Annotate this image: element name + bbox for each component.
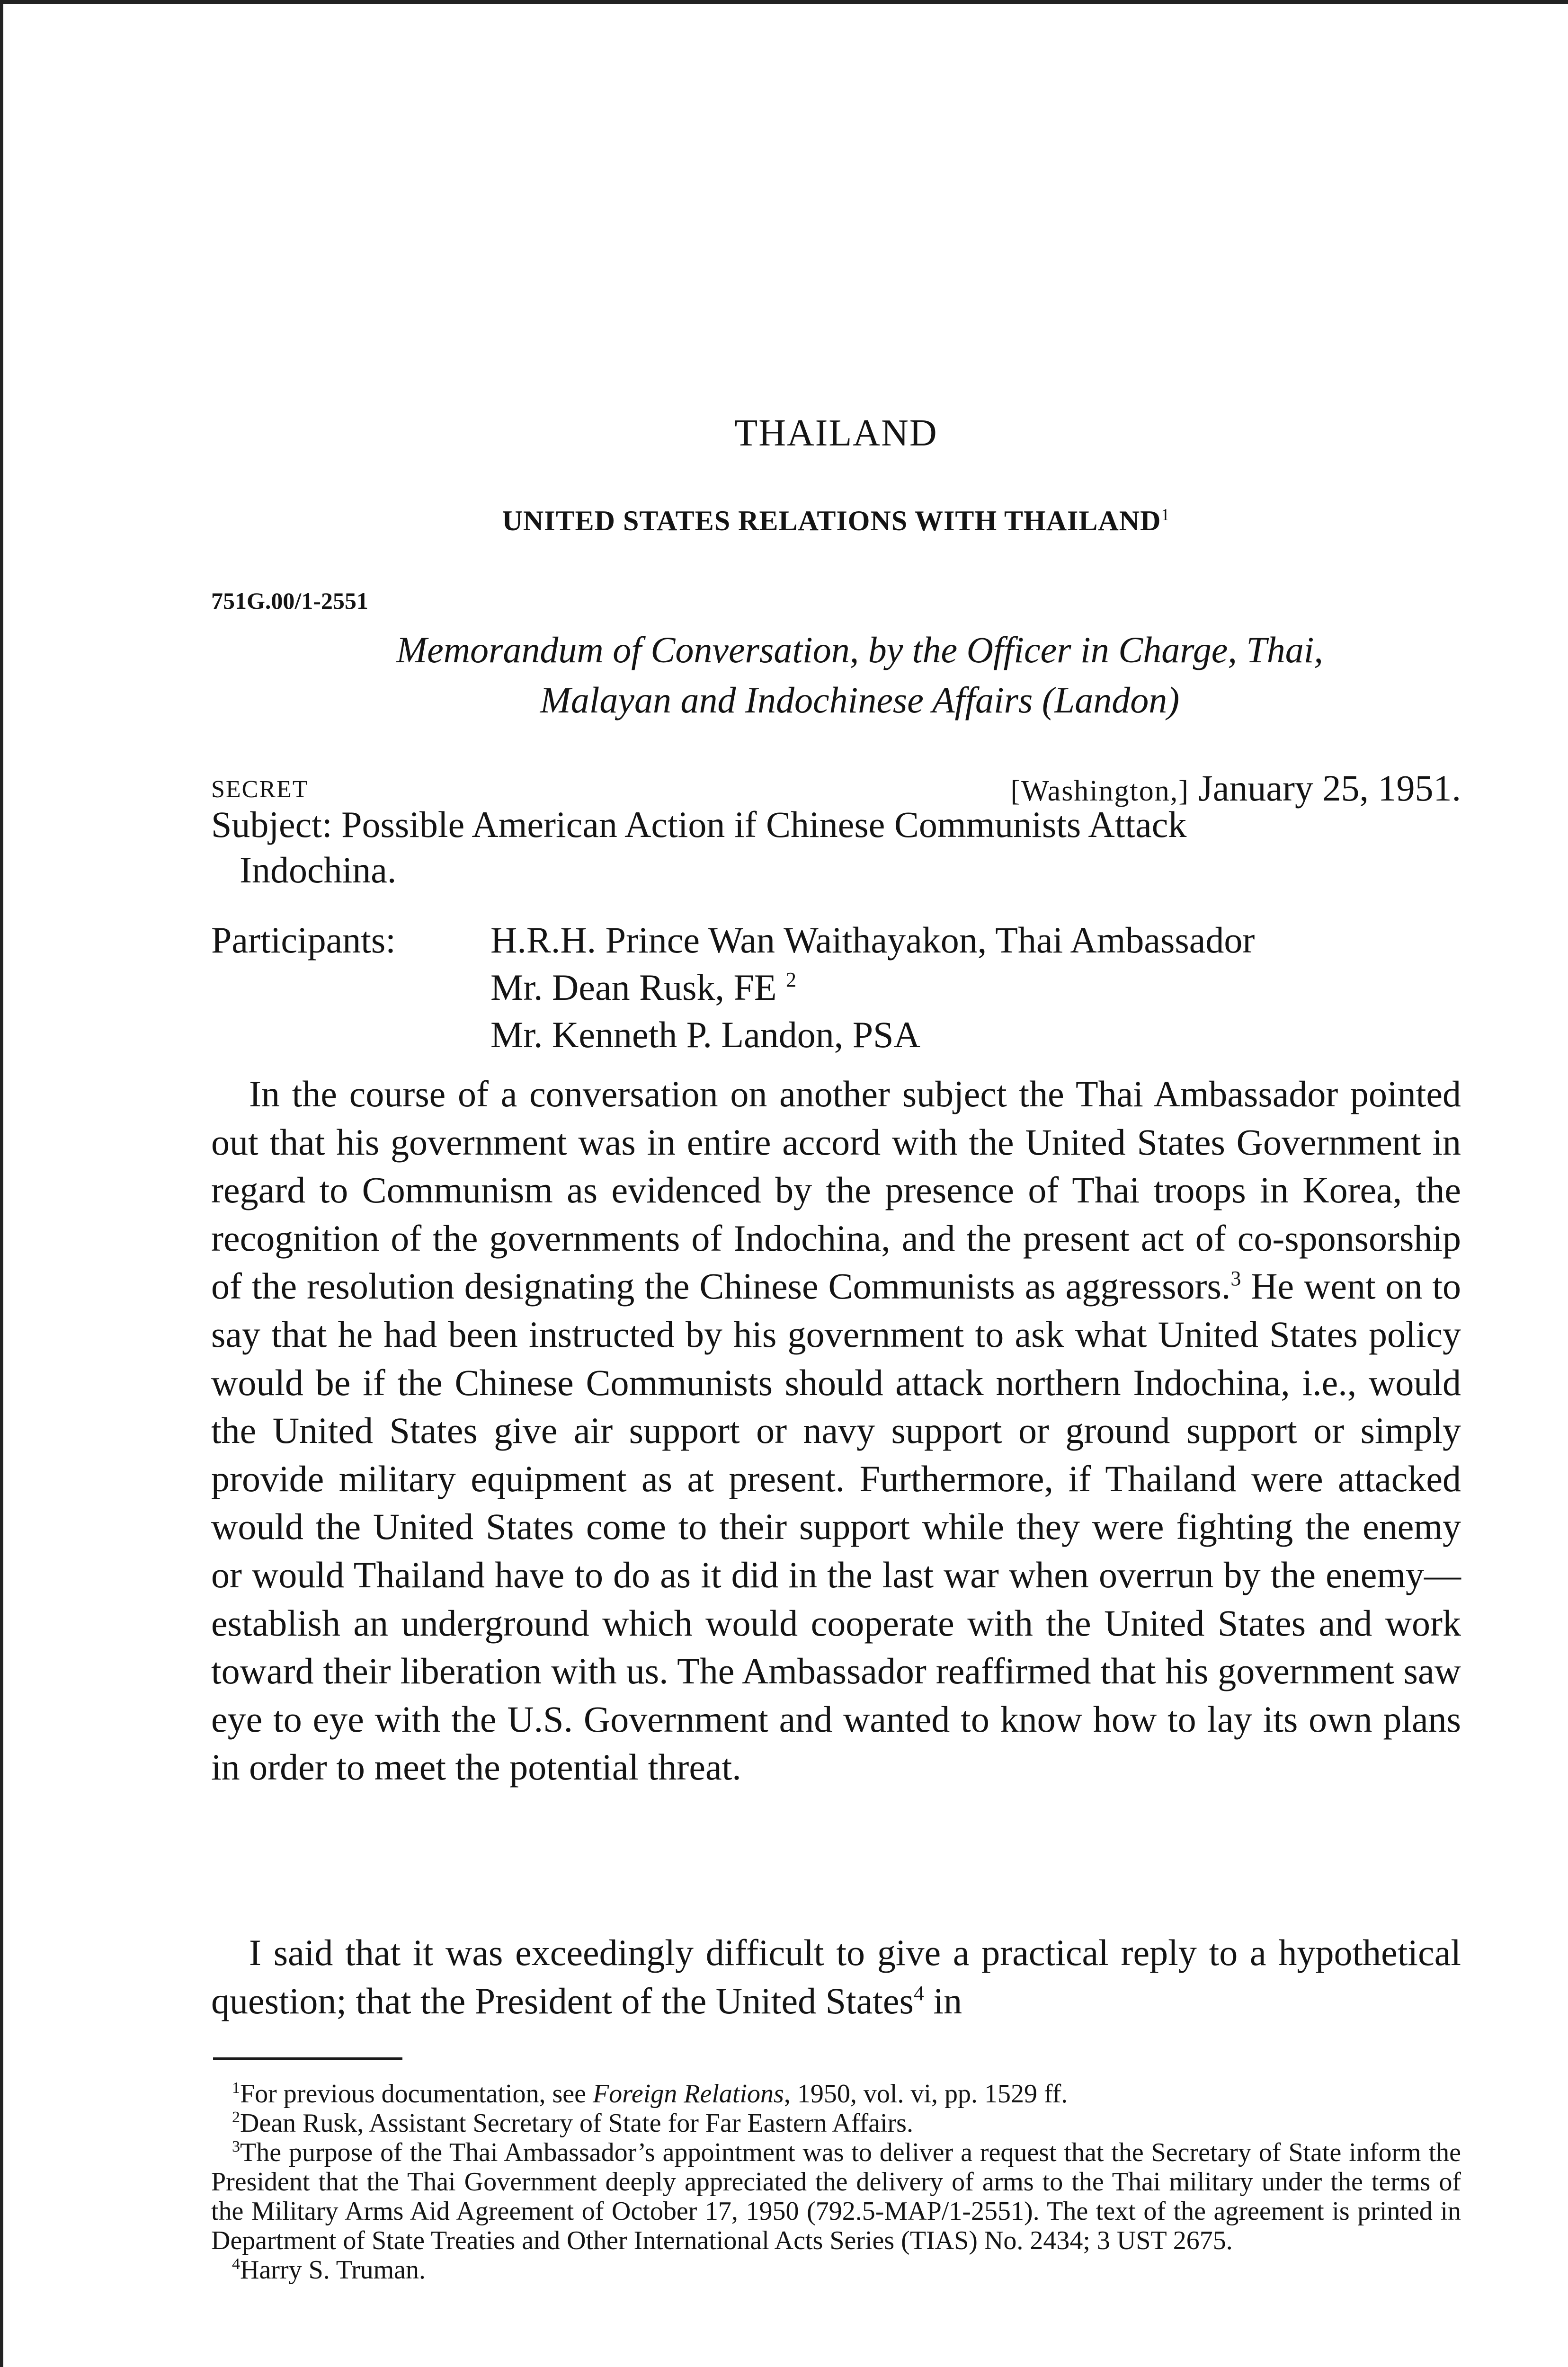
footnote-1-number: 1: [232, 2079, 240, 2097]
participant-2-name: Mr. Dean Rusk, FE: [490, 967, 777, 1008]
subject-line-1: Possible American Action if Chinese Communists Attack: [341, 804, 1187, 845]
subject-line-2: Indochina.: [240, 849, 397, 890]
memo-title-line-1: Memorandum of Conversation, by the Officer in Charge, Thai,: [396, 629, 1323, 670]
memo-title-line-2-c: ): [1167, 679, 1180, 721]
section-heading-footnote-ref: 1: [1161, 505, 1170, 524]
participant-2-footnote-ref: 2: [786, 968, 796, 991]
dateline-place: [Washington,]: [1010, 775, 1189, 807]
country-heading: THAILAND: [734, 412, 938, 454]
subject-row: [211, 801, 1186, 848]
footnote-2: [211, 2109, 1461, 2138]
footnotes: [211, 2079, 1461, 2285]
section-heading: [211, 505, 1461, 537]
paragraph-2-b: in: [924, 1980, 962, 2021]
paragraph-1-footnote-ref: 3: [1230, 1267, 1241, 1290]
footnote-4-number: 4: [232, 2255, 240, 2273]
footnote-1-text-a: For previous documentation, see: [240, 2079, 593, 2109]
footnote-2-text: Dean Rusk, Assistant Secretary of State for Far Eastern Affairs.: [240, 2109, 913, 2138]
footnote-1: [211, 2079, 1461, 2109]
memo-title: [258, 625, 1461, 725]
scan-edge-top: [0, 0, 1568, 4]
classification-label: SECRET: [211, 776, 309, 803]
file-number: 751G.00/1-2551: [211, 587, 368, 614]
paragraph-2: [211, 1929, 1461, 2025]
participant-3: Mr. Kenneth P. Landon, PSA: [490, 1014, 920, 1055]
memo-title-line-2-a: Malayan and Indochinese Affairs (: [540, 679, 1054, 721]
memo-title-author: Landon: [1054, 679, 1167, 721]
paragraph-2-footnote-ref: 4: [913, 1981, 924, 2005]
paragraph-1-b: He went on to say that he had been instructed by his government to ask what United States policy would be if the Chinese Communists should attack northern Indochina, i.e., would the United States give air support or navy support or ground support or simply provide military equipment as at present. Furthermore, if Thailand were attacked would the United States come to their support while they were fighting the enemy or would Thailand have to do as it did in the last war when overrun by the enemy—establish an underground which would cooperate with the United States and work toward their liberation with us. The Ambassador reaffirmed that his government saw eye to eye with the U.S. Government and wanted to know how to lay its own plans in order to meet the potential threat.: [211, 1265, 1461, 1788]
footnote-4: [211, 2255, 1461, 2285]
footnote-4-text: Harry S. Truman.: [240, 2255, 426, 2285]
section-heading-text: UNITED STATES RELATIONS WITH THAILAND: [502, 505, 1161, 536]
paragraph-2-a: I said that it was exceedingly difficult to give a practical reply to a hypothetical question; that the President of the United States: [211, 1932, 1461, 2021]
participant-2: [490, 964, 796, 1011]
footnote-3-number: 3: [232, 2138, 240, 2155]
footnote-divider: [213, 2057, 402, 2060]
subject-label: Subject:: [211, 804, 332, 845]
footnote-3-text: The purpose of the Thai Ambassador’s appointment was to deliver a request that the Secretary of State inform the President that the Thai Government deeply appreciated the delivery of arms to the Thai military under the terms of the Military Arms Aid Agreement of October 17, 1950 (792.5-MAP/1-2551). The text of the agreement is printed in Department of State Treaties and Other International Acts Series (TIAS) No. 2434; 3 UST 2675.: [211, 2138, 1461, 2255]
memo-title-line-2: [258, 675, 1461, 725]
footnote-3: [211, 2138, 1461, 2255]
footnote-1-text-b: , 1950, vol. vi, pp. 1529 ff.: [784, 2079, 1068, 2109]
participant-1: H.R.H. Prince Wan Waithayakon, Thai Ambassador: [490, 919, 1255, 961]
paragraph-1-a: In the course of a conversation on another subject the Thai Ambassador pointed out that his government was in entire accord with the United States Government in regard to Communism as evidenced by the presence of Thai troops in Korea, the recognition of the governments of Indochina, and the present act of co-sponsorship of the resolution designating the Chinese Communists as aggressors.: [211, 1073, 1461, 1307]
paragraph-1: [211, 1070, 1461, 1791]
participants-label: Participants:: [211, 919, 396, 961]
footnote-2-number: 2: [232, 2109, 240, 2126]
footnote-1-italic: Foreign Relations: [592, 2079, 784, 2109]
dateline-date: January 25, 1951.: [1198, 767, 1461, 809]
scan-edge-left: [0, 0, 3, 2367]
